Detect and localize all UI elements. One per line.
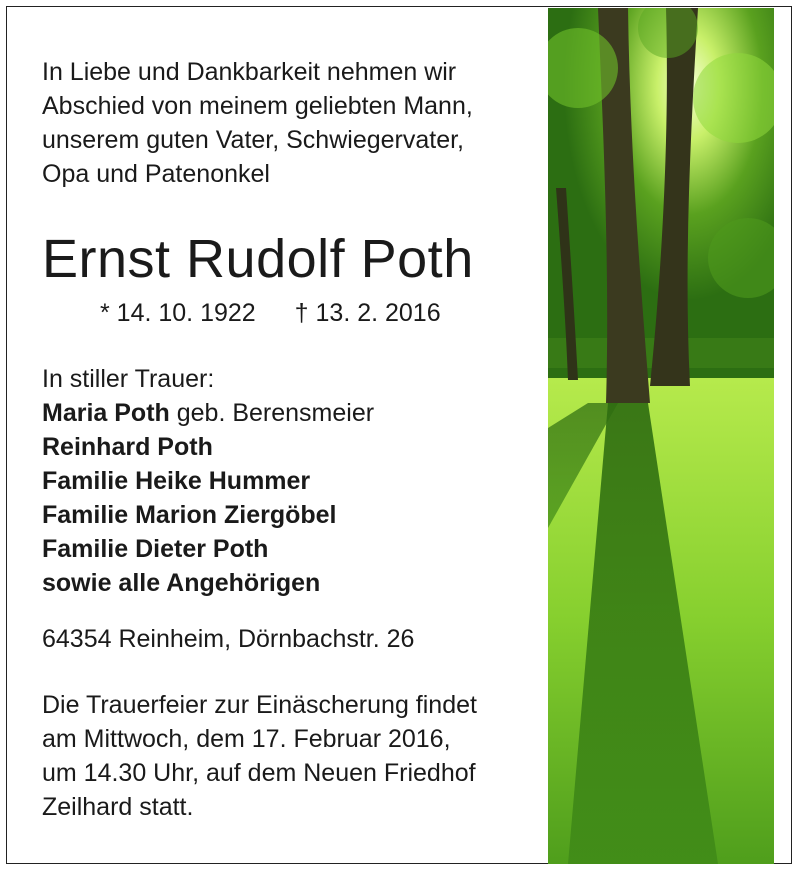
birth-date: * 14. 10. 1922	[100, 299, 256, 327]
mourner-name: Familie Marion Ziergöbel	[42, 501, 337, 529]
deceased-name: Ernst Rudolf Poth	[42, 229, 474, 289]
mourners-list	[42, 362, 374, 600]
ceremony-info	[42, 688, 477, 824]
mourner-row	[42, 532, 374, 566]
intro-line: unserem guten Vater, Schwiegervater,	[42, 126, 464, 154]
mourner-name: Familie Heike Hummer	[42, 467, 311, 495]
mourning-heading: In stiller Trauer:	[42, 365, 215, 393]
mourner-row	[42, 430, 374, 464]
ceremony-line: Die Trauerfeier zur Einäscherung findet	[42, 691, 477, 719]
address: 64354 Reinheim, Dörnbachstr. 26	[42, 625, 415, 653]
mourner-name: Reinhard Poth	[42, 433, 213, 461]
life-dates	[100, 296, 441, 330]
mourner-row	[42, 498, 374, 532]
intro-text	[42, 55, 542, 191]
mourner-row	[42, 464, 374, 498]
mourner-name: sowie alle Angehörigen	[42, 569, 321, 597]
ceremony-line: Zeilhard statt.	[42, 793, 194, 821]
intro-line: Abschied von meinem geliebten Mann,	[42, 92, 473, 120]
mourner-row	[42, 396, 374, 430]
death-date: † 13. 2. 2016	[294, 299, 441, 327]
park-trees-photo	[548, 8, 774, 864]
mourner-name: Maria Poth	[42, 399, 170, 427]
mourner-name: Familie Dieter Poth	[42, 535, 269, 563]
mourner-suffix: geb. Berensmeier	[169, 399, 375, 427]
intro-line: In Liebe und Dankbarkeit nehmen wir	[42, 58, 457, 86]
ceremony-line: um 14.30 Uhr, auf dem Neuen Friedhof	[42, 759, 476, 787]
ceremony-line: am Mittwoch, dem 17. Februar 2016,	[42, 725, 451, 753]
intro-line: Opa und Patenonkel	[42, 160, 270, 188]
mourner-row	[42, 566, 374, 600]
